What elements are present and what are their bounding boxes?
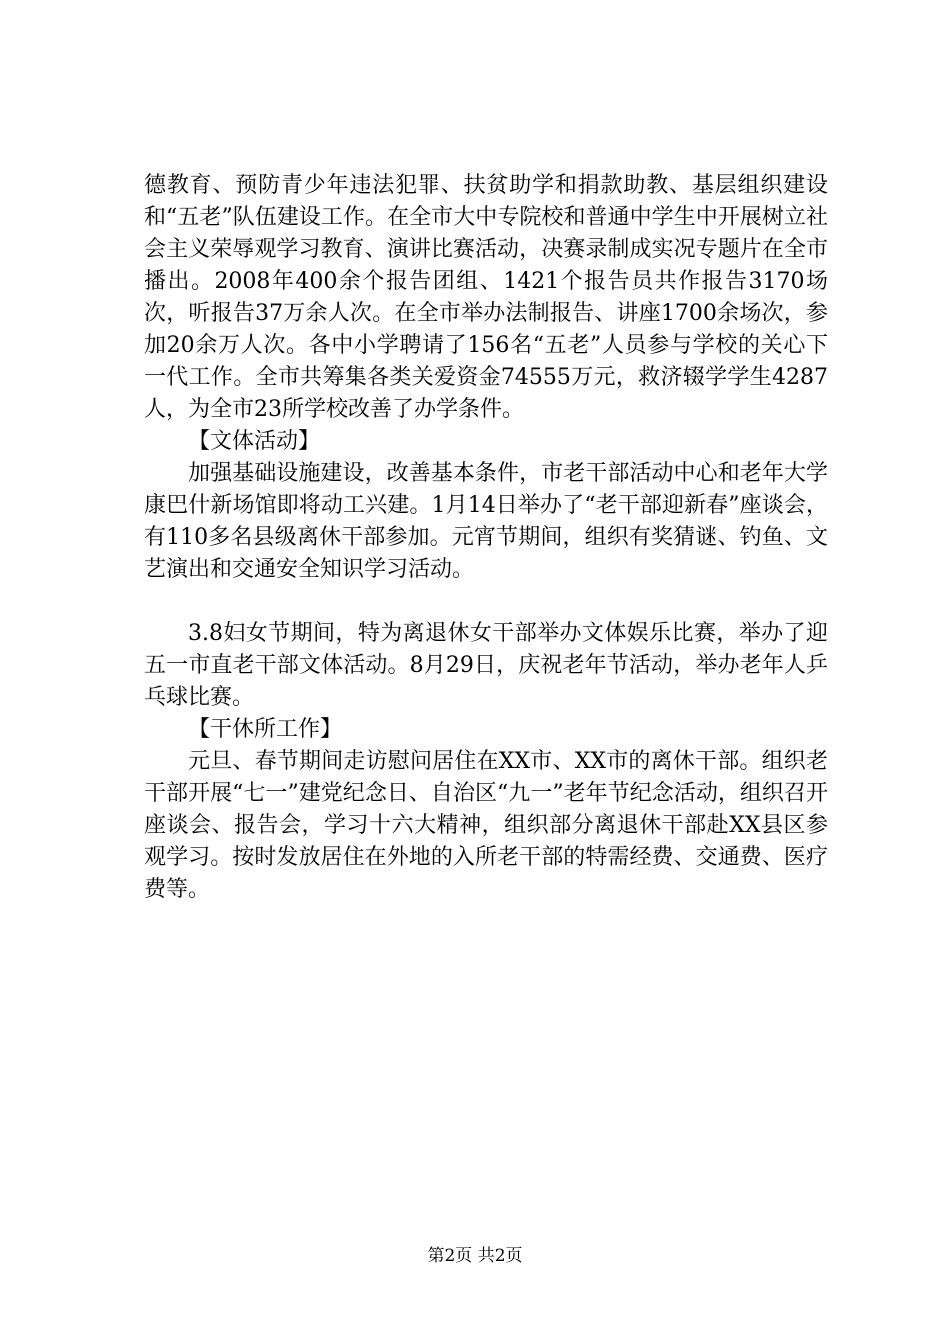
paragraph-sanatorium: 元旦、春节期间走访慰问居住在XX市、XX市的离休干部。组织老干部开展“七一”建党纪念日、自治区“九一”老年节纪念活动，组织召开座谈会、报告会，学习十六大精神，组织部分离退休干部赴XX县区参观学习。按时发放居住在外地的入所老干部的特需经费、交通费、医疗费等。 — [144, 749, 828, 902]
paragraph-facilities: 加强基础设施建设，改善基本条件，市老干部活动中心和老年大学康巴什新场馆即将动工兴建。1月14日举办了“老干部迎新春”座谈会，有110多名县级离休干部参加。元宵节期间，组织有奖猜谜、钓鱼、文艺演出和交通安全知识学习活动。 — [144, 461, 828, 582]
page-number-footer: 第2页 共2页 — [427, 1246, 523, 1266]
paragraph-womens-day: 3.8妇女节期间，特为离退休女干部举办文体娱乐比赛，举办了迎五一市直老干部文体活动。8月29日，庆祝老年节活动，举办老年人乒乓球比赛。 — [144, 621, 828, 710]
document-body — [144, 170, 828, 906]
paragraph-continued-text: 德教育、预防青少年违法犯罪、扶贫助学和捐款助教、基层组织建设和“五老”队伍建设工作。在全市大中专院校和普通中学生中开展树立社会主义荣辱观学习教育、演讲比赛活动，决赛录制成实况专题片在全市播出。2008年400余个报告团组、1421个报告员共作报告3170场次，听报告37万余人次。在全市举办法制报告、讲座1700余场次，参加20余万人次。各中小学聘请了156名“五老”人员参与学校的关心下一代工作。全市共筹集各类关爱资金74555万元，救济辍学学生4287人，为全市23所学校改善了办学条件。 — [144, 173, 828, 422]
section-heading-sanatorium-work: 【干休所工作】 — [188, 717, 343, 742]
section-heading-cultural-sports: 【文体活动】 — [188, 429, 321, 454]
